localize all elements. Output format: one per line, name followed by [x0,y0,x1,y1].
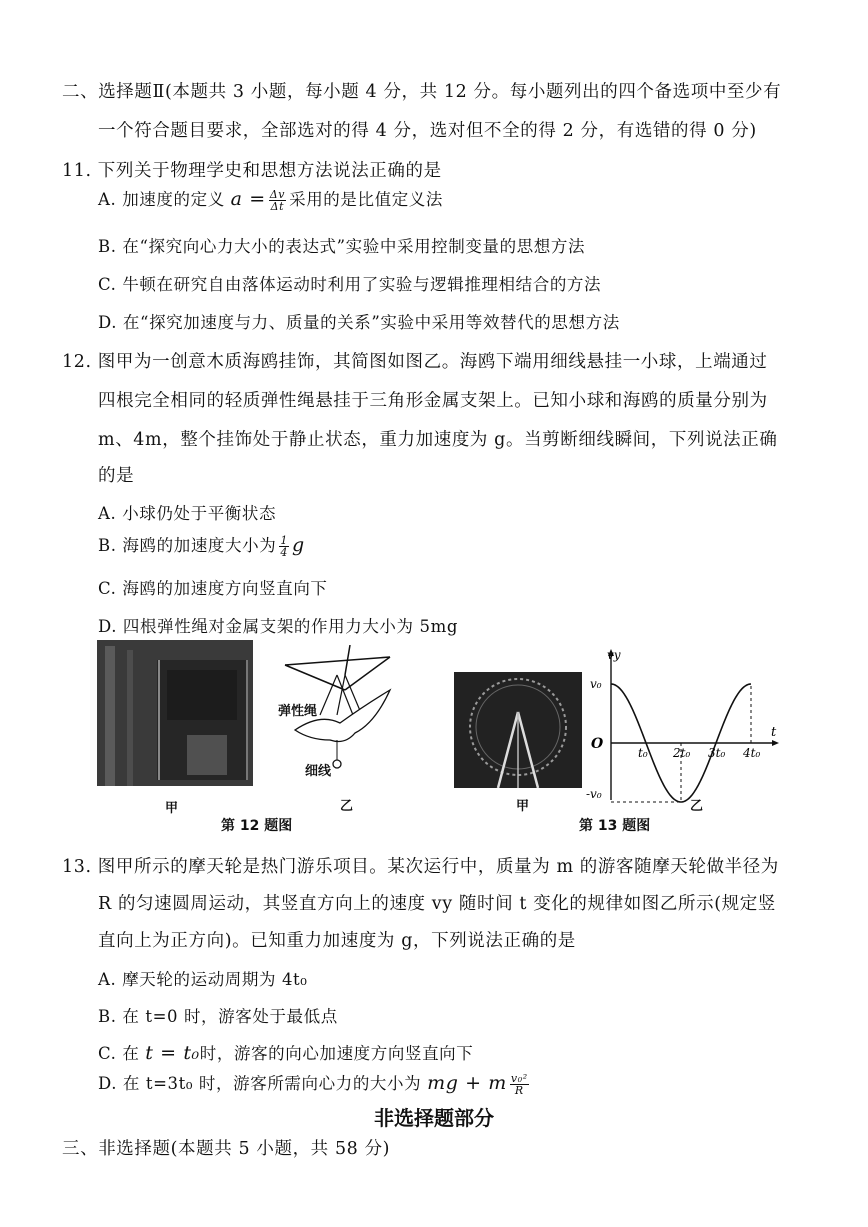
q12-option-b [98,532,305,558]
q11-option-a-tail: 采用的是比值定义法 [289,190,444,209]
q11-option-a-formula: a = [230,188,266,210]
q12-option-c: C. 海鸥的加速度方向竖直向下 [98,579,328,598]
x-tick-label: 2t₀ [673,746,691,760]
fig13-label-jia: 甲 [516,799,530,814]
x-tick-label: 4t₀ [743,746,761,760]
q11-fraction [269,189,286,212]
q13-option-b: B. 在 t=0 时，游客处于最低点 [98,1007,338,1026]
section3-header: 三、非选择题(本题共 5 小题，共 58 分) [62,1139,391,1159]
q11-option-b: B. 在“探究向心力大小的表达式”实验中采用控制变量的思想方法 [98,237,586,256]
q12-stem-line4: 的是 [98,466,135,486]
q12-stem-line2: 四根完全相同的轻质弹性绳悬挂于三角形金属支架上。已知小球和海鸥的质量分别为 [98,391,768,411]
fig13-vt-chart [585,645,785,805]
q13-fraction-den: R [514,1084,524,1097]
q11-stem: 11. 下列关于物理学史和思想方法说法正确的是 [62,161,442,181]
fig12-label-jia: 甲 [165,801,179,816]
part2-title: 非选择题部分 [374,1106,494,1130]
q13-option-d-formula: mg + m [427,1072,507,1094]
q12-fraction-den: 4 [280,546,288,559]
q13-option-d [98,1070,532,1096]
fig12-label-rope: 弹性绳 [278,704,318,719]
y-axis-label: vy [607,648,621,662]
q12-fraction [279,535,289,558]
q13-stem-line1: 13. 图甲所示的摩天轮是热门游乐项目。某次运行中，质量为 m 的游客随摩天轮做半径为 [62,857,779,877]
x-axis-label: t [771,725,777,740]
fig12-photo-jia [97,640,253,786]
fig12-photo-texture [97,640,253,786]
q11-option-a [98,186,443,212]
q13-fraction [510,1073,529,1096]
q11-fraction-num: Δv [269,188,286,201]
q11-fraction-den: Δt [270,200,285,213]
q12-option-a: A. 小球仍处于平衡状态 [98,504,277,523]
q12-stem-line3: m、4m，整个挂饰处于静止状态，重力加速度为 g。当剪断细线瞬间，下列说法正确 [98,430,778,450]
q13-option-a: A. 摩天轮的运动周期为 4t₀ [98,970,308,989]
q11-option-a-text: A. 加速度的定义 [98,190,231,209]
q13-option-c [98,1040,473,1064]
section-header-line1: 二、选择题Ⅱ(本题共 3 小题，每小题 4 分，共 12 分。每小题列出的四个备选项中至少有 [62,82,782,102]
fig13-photo-texture [454,672,582,788]
q13-option-c-tail: 时，游客的向心加速度方向竖直向下 [199,1044,474,1063]
neg-v0-label: -v₀ [586,787,602,801]
q13-fraction-num: v₀² [510,1072,528,1085]
q12-stem-line1: 12. 图甲为一创意木质海鸥挂饰，其简图如图乙。海鸥下端用细线悬挂一小球，上端通过 [62,352,768,372]
fig13-label-yi: 乙 [690,799,704,814]
chart-tick-labels [638,746,760,760]
x-axis-arrow [772,740,779,746]
fig13-photo-jia [454,672,582,788]
fig12-diagram-yi [275,645,425,795]
q13-option-c-text: C. 在 [98,1044,146,1063]
q13-stem-line2: R 的匀速圆周运动，其竖直方向上的速度 vy 随时间 t 变化的规律如图乙所示(规定竖 [98,894,776,914]
q12-option-b-g: g [291,534,305,556]
q12-fraction-num: 1 [280,534,288,547]
q13-stem-line3: 直向上为正方向)。已知重力加速度为 g，下列说法正确的是 [98,931,576,951]
q13-option-d-text: D. 在 t=3t₀ 时，游客所需向心力的大小为 [98,1074,428,1093]
q13-option-c-formula: t = t₀ [145,1042,200,1064]
q11-option-d: D. 在“探究加速度与力、质量的关系”实验中采用等效替代的思想方法 [98,313,620,332]
fig12-label-yi: 乙 [340,799,354,814]
q12-option-b-text: B. 海鸥的加速度大小为 [98,536,277,555]
fig12-caption: 第 12 题图 [221,818,293,834]
fig12-label-thread: 细线 [305,764,332,779]
q11-option-c: C. 牛顿在研究自由落体运动时利用了实验与逻辑推理相结合的方法 [98,275,602,294]
q12-option-d: D. 四根弹性绳对金属支架的作用力大小为 5mg [98,617,458,636]
origin-label: O [591,736,604,752]
fig13-caption: 第 13 题图 [579,818,651,834]
v0-label: v₀ [590,677,602,691]
section-header-line2: 一个符合题目要求，全部选对的得 4 分，选对但不全的得 2 分，有选错的得 0 分) [98,121,757,141]
x-tick-label: 3t₀ [708,746,726,760]
x-tick-label: t₀ [638,746,648,760]
